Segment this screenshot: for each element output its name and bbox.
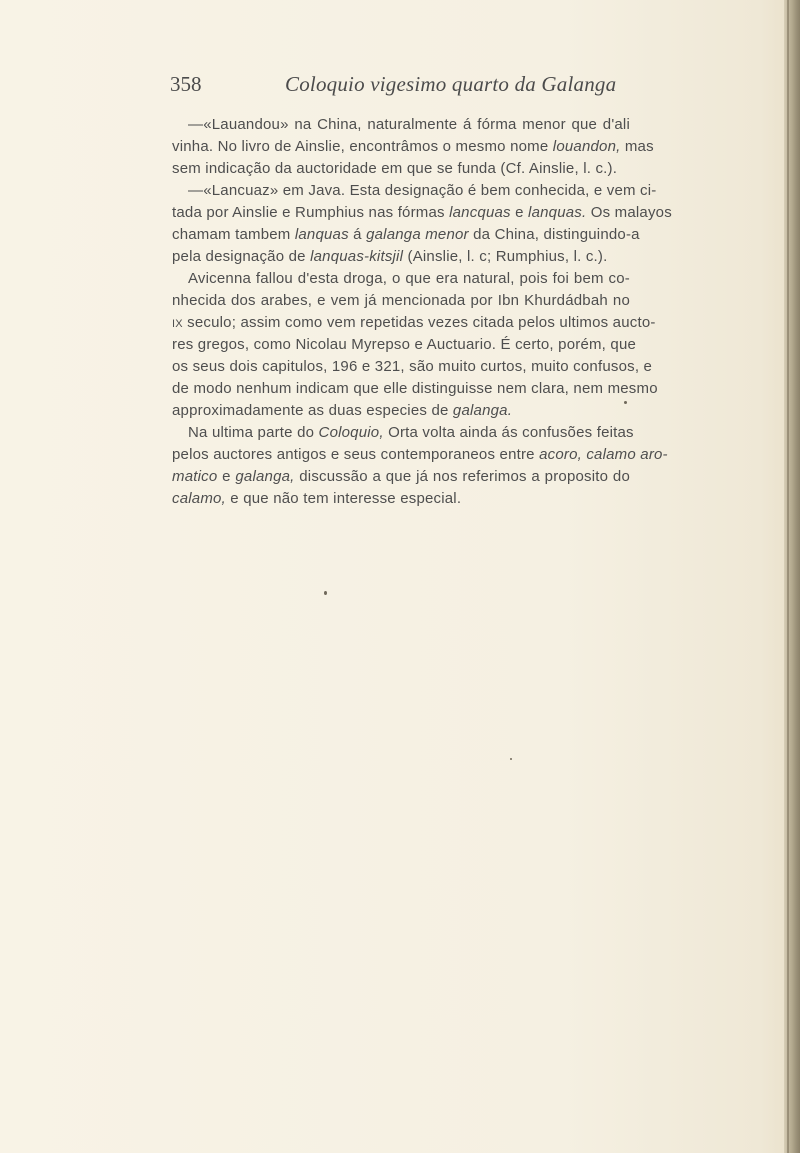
text-italic: galanga. xyxy=(452,402,513,419)
text-run: seculo; assim como vem repetidas vezes citada pelos ultimos aucto- xyxy=(182,314,656,331)
text-run: da China, distinguindo-a xyxy=(468,226,640,243)
text-smallcaps: ix xyxy=(172,314,183,331)
text-run: e que não tem interesse especial. xyxy=(225,490,462,507)
text-italic: galanga, xyxy=(235,468,295,485)
page-number: 358 xyxy=(170,72,202,96)
text-run: nhecida dos arabes, e vem já mencionada por Ibn Khurdádbah no xyxy=(172,292,630,309)
text-run: pelos auctores antigos e seus contemporaneos entre xyxy=(172,446,540,463)
book-page-edge xyxy=(784,0,800,1153)
text-line xyxy=(172,422,634,444)
text-run: pela designação de xyxy=(172,248,311,265)
text-line xyxy=(172,400,630,422)
text-line xyxy=(172,158,630,180)
text-run: sem indicação da auctoridade em que se funda (Cf. Ainslie, l. c.). xyxy=(172,160,618,177)
text-line xyxy=(172,312,656,334)
text-italic: galanga menor xyxy=(366,226,469,243)
text-italic: lancquas xyxy=(449,204,511,221)
text-line xyxy=(172,136,654,158)
text-run: res gregos, como Nicolau Myrepso e Auctuario. É certo, porém, que xyxy=(172,336,637,353)
text-line xyxy=(172,444,668,466)
text-line xyxy=(172,202,672,224)
text-line xyxy=(172,290,630,312)
text-run: vinha. No livro de Ainslie, encontrâmos o mesmo nome xyxy=(172,138,553,155)
text-run: chamam tambem xyxy=(172,226,295,243)
text-italic: lanquas-kitsjil xyxy=(310,248,404,265)
text-line xyxy=(172,488,630,510)
text-run: —«Lauandou» na China, naturalmente á fórma menor que d'ali xyxy=(188,116,630,133)
body-text xyxy=(172,114,672,510)
paper-speck xyxy=(510,758,512,760)
text-line xyxy=(172,114,630,136)
text-run: mas xyxy=(620,138,654,155)
text-run: approximadamente as duas especies de xyxy=(172,402,453,419)
text-run: Orta volta ainda ás confusões feitas xyxy=(383,424,634,441)
text-italic: acoro, calamo aro- xyxy=(539,446,668,463)
text-line xyxy=(172,334,637,356)
text-run: Os malayos xyxy=(586,204,672,221)
text-line xyxy=(172,246,630,268)
text-line xyxy=(172,180,657,202)
text-line xyxy=(172,224,640,246)
text-run: e xyxy=(510,204,529,221)
page-header xyxy=(160,72,640,104)
text-italic: Coloquio, xyxy=(318,424,384,441)
text-italic: lanquas. xyxy=(528,204,587,221)
paper-speck xyxy=(324,591,327,595)
text-run: (Ainslie, l. c; Rumphius, l. c.). xyxy=(403,248,608,265)
text-run: Na ultima parte do xyxy=(188,424,319,441)
text-run: tada por Ainslie e Rumphius nas fórmas xyxy=(172,204,450,221)
text-italic: lanquas xyxy=(294,226,349,243)
text-run: Avicenna fallou d'esta droga, o que era natural, pois foi bem co- xyxy=(188,270,630,287)
paper-speck xyxy=(624,401,627,404)
text-italic: louandon, xyxy=(552,138,621,155)
text-italic: matico xyxy=(172,468,218,485)
text-line xyxy=(172,268,630,290)
text-run: discussão a que já nos referimos a proposito do xyxy=(294,468,630,485)
text-run: e xyxy=(217,468,236,485)
running-head: Coloquio vigesimo quarto da Galanga xyxy=(285,72,617,96)
text-run: os seus dois capitulos, 196 e 321, são muito curtos, muito confusos, e xyxy=(172,358,653,375)
text-line xyxy=(172,378,658,400)
text-line xyxy=(172,356,653,378)
text-run: de modo nenhum indicam que elle distinguisse nem clara, nem mesmo xyxy=(172,380,658,397)
text-run: á xyxy=(348,226,367,243)
text-line xyxy=(172,466,630,488)
text-run: —«Lancuaz» em Java. Esta designação é bem conhecida, e vem ci- xyxy=(188,182,657,199)
text-italic: calamo, xyxy=(172,490,226,507)
